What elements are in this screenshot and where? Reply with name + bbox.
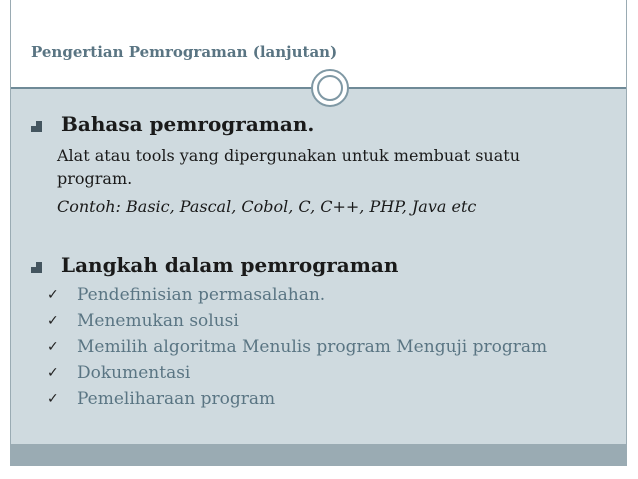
list-item-label: Memilih algoritma Menulis program Menguji program <box>77 337 548 357</box>
double-ring-ornament-icon <box>311 69 349 107</box>
square-bullet-icon <box>31 262 42 273</box>
list-item <box>47 308 547 334</box>
checkmark-icon: ✓ <box>47 287 59 303</box>
list-item <box>47 334 547 360</box>
list-item-label: Pemeliharaan program <box>77 389 276 409</box>
section1-line2: program. <box>57 169 133 188</box>
section1-line1: Alat atau tools yang dipergunakan untuk membuat suatu <box>57 146 521 165</box>
list-item-label: Pendefinisian permasalahan. <box>77 285 326 305</box>
section2-heading: Langkah dalam pemrograman <box>61 253 399 277</box>
list-item <box>47 360 547 386</box>
checkmark-icon: ✓ <box>47 391 59 407</box>
section1-example: Contoh: Basic, Pascal, Cobol, C, C++, PHP, Java etc <box>57 197 477 216</box>
footer-bar <box>11 444 626 466</box>
steps-list <box>47 282 547 412</box>
section1-heading: Bahasa pemrograman. <box>61 112 315 136</box>
list-item-label: Dokumentasi <box>77 363 191 383</box>
slide-title: Pengertian Pemrograman (lanjutan) <box>31 43 338 61</box>
list-item-label: Menemukan solusi <box>77 311 239 331</box>
checkmark-icon: ✓ <box>47 365 59 381</box>
list-item <box>47 282 547 308</box>
square-bullet-icon <box>31 121 42 132</box>
checkmark-icon: ✓ <box>47 339 59 355</box>
inner-ring <box>317 75 343 101</box>
list-item <box>47 386 547 412</box>
slide <box>10 0 627 466</box>
checkmark-icon: ✓ <box>47 313 59 329</box>
